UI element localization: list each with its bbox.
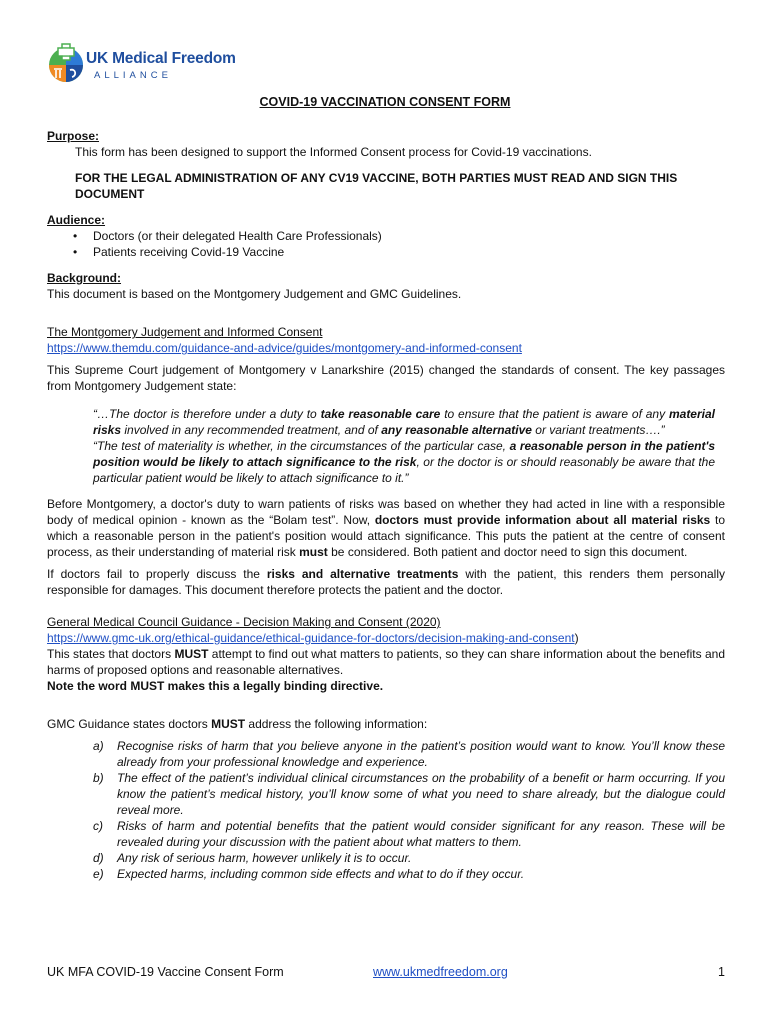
form-body <box>47 128 725 882</box>
montgomery-intro: This Supreme Court judgement of Montgomery v Lanarkshire (2015) changed the standards of consent. The key passages from Montgomery Judgement state: <box>47 363 725 393</box>
gmc-item-d: d) Any risk of serious harm, however unlikely it is to occur. <box>93 851 412 865</box>
caduceus-shield-icon <box>46 42 86 88</box>
logo-subtitle: ALLIANCE <box>94 70 172 81</box>
gmc-text: This states that doctors MUST attempt to find out what matters to patients, so they can share information about the benefits and harms of proposed options and reasonable alternatives. <box>47 647 725 677</box>
legal-notice: FOR THE LEGAL ADMINISTRATION OF ANY CV19 VACCINE, BOTH PARTIES MUST READ AND SIGN THIS DOCUMENT <box>75 171 678 201</box>
montgomery-link[interactable]: https://www.themdu.com/guidance-and-advice/guides/montgomery-and-informed-consent <box>47 341 522 355</box>
montgomery-quote-materiality: “The test of materiality is whether, in the circumstances of the particular case, a reasonable person in the patient's position would be likely to attach significance to the risk, or the doctor is or should reasonably be aware that the particular patient would be likely to attach significance to it.” <box>93 439 715 485</box>
audience-list <box>47 228 725 260</box>
gmc-item-c: c) Risks of harm and potential benefits that the patient would consider significant for any reason. These will be revealed during your discussion with the patient about what matters to them. <box>93 819 725 849</box>
montgomery-heading: The Montgomery Judgement and Informed Consent <box>47 325 323 339</box>
uk-mfa-logo <box>46 42 236 92</box>
gmc-link-suffix: ) <box>574 631 579 645</box>
gmc-note: Note the word MUST makes this a legally binding directive. <box>47 679 384 693</box>
background-heading: Background: <box>47 271 122 285</box>
montgomery-para-before: Before Montgomery, a doctor's duty to warn patients of risks was based on whether they had acted in line with a responsible body of medical opinion - known as the “Bolam test”. Now, doctors must provide information about all material risks to which a reasonable person in the patient's position would attach significance. This puts the patient at the centre of consent process, as their understanding of material risk must be considered. Both patient and doctor need to sign this document. <box>47 497 726 559</box>
audience-heading: Audience: <box>47 213 106 227</box>
gmc-link[interactable]: https://www.gmc-uk.org/ethical-guidance/ethical-guidance-for-doctors/decision-making-and-consent <box>47 631 575 645</box>
audience-item-patients: • Patients receiving Covid-19 Vaccine <box>93 244 725 260</box>
page-number: 1 <box>718 965 725 979</box>
gmc-item-b: b) The effect of the patient’s individual clinical circumstances on the probability of a benefit or harm occurring. If you know the patient’s medical history, you’ll know some of what you need to share already, but the dialogue could reveal more. <box>93 771 725 817</box>
footer-form-name: UK MFA COVID-19 Vaccine Consent Form <box>47 965 284 979</box>
montgomery-para-responsibility: If doctors fail to properly discuss the risks and alternative treatments with the patient, this renders them personally responsible for damages. This document therefore protects the patient and the doctor. <box>47 567 725 597</box>
gmc-list <box>47 738 725 882</box>
audience-item-doctors: • Doctors (or their delegated Health Care Professionals) <box>93 228 725 244</box>
purpose-text: This form has been designed to support the Informed Consent process for Covid-19 vaccinations. <box>75 145 592 159</box>
purpose-heading: Purpose: <box>47 129 100 143</box>
footer-website-link[interactable]: www.ukmedfreedom.org <box>373 965 508 979</box>
page-footer <box>47 965 725 983</box>
form-title: COVID-19 VACCINATION CONSENT FORM <box>259 95 511 109</box>
gmc-lead: GMC Guidance states doctors MUST address the following information: <box>47 717 428 731</box>
gmc-item-a: a) Recognise risks of harm that you believe anyone in the patient’s position would want to know. You’ll know these already from your professional knowledge and experience. <box>93 739 725 769</box>
gmc-heading: General Medical Council Guidance - Decision Making and Consent (2020) <box>47 615 441 629</box>
gmc-item-e: e) Expected harms, including common side effects and what to do if they occur. <box>93 867 525 881</box>
montgomery-quote-duty: “…The doctor is therefore under a duty to take reasonable care to ensure that the patient is aware of any material risks involved in any recommended treatment, and of any reasonable alternative or variant treatments….” <box>93 407 715 437</box>
logo-title: UK Medical Freedom <box>86 50 236 67</box>
background-text: This document is based on the Montgomery Judgement and GMC Guidelines. <box>47 287 462 301</box>
